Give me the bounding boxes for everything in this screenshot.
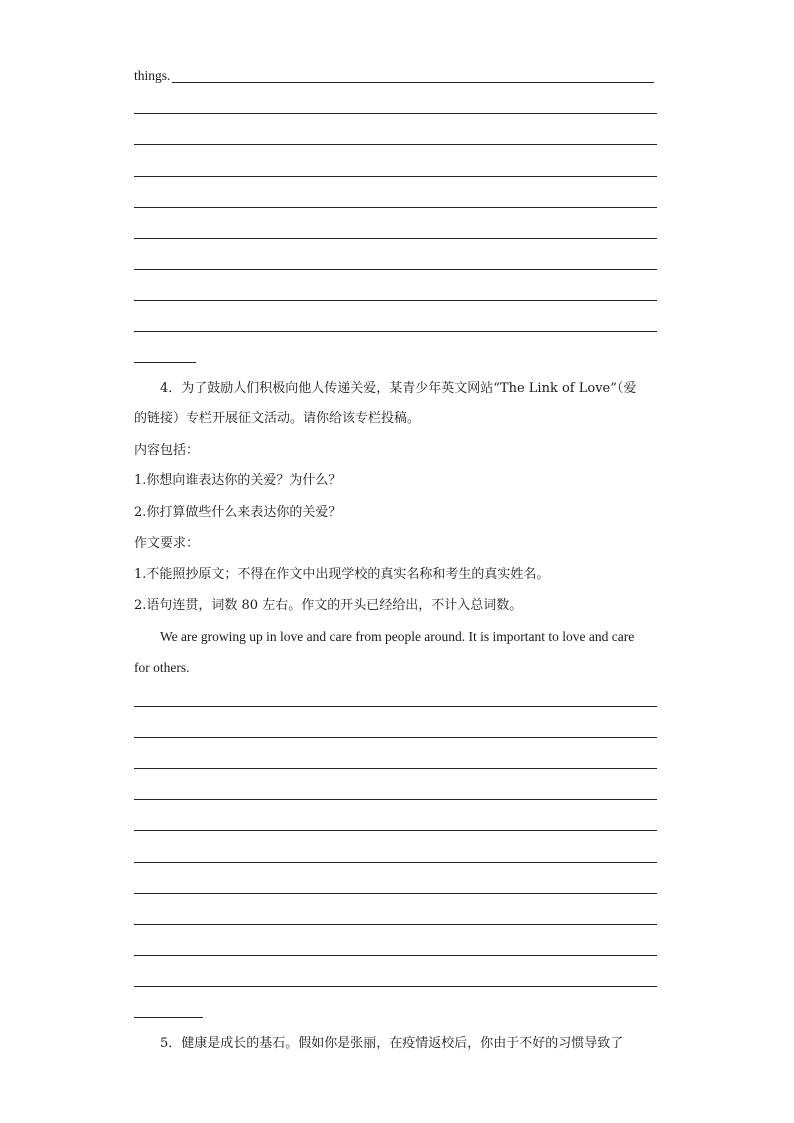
- writing-line-short[interactable]: [134, 362, 196, 363]
- writing-line[interactable]: [134, 238, 657, 239]
- task5-prompt-line1: 5．健康是成长的基石。假如你是张丽，在疫情返校后，你由于不好的习惯导致了: [160, 1036, 624, 1051]
- writing-line-short[interactable]: [134, 1017, 203, 1018]
- writing-line[interactable]: [134, 862, 657, 863]
- requirement-1: 1.不能照抄原文；不得在作文中出现学校的真实名称和考生的真实姓名。: [134, 567, 550, 582]
- content-item-2: 2.你打算做些什么来表达你的关爱？: [134, 505, 342, 520]
- essay-opening-line1: We are growing up in love and care from people around. It is important to love and care: [160, 629, 635, 644]
- writing-line[interactable]: [134, 737, 657, 738]
- writing-line[interactable]: [134, 331, 657, 332]
- writing-line[interactable]: [172, 82, 654, 83]
- writing-line[interactable]: [134, 924, 657, 925]
- writing-line[interactable]: [134, 799, 657, 800]
- writing-line[interactable]: [134, 768, 657, 769]
- writing-line[interactable]: [134, 986, 657, 987]
- requirement-2: 2.语句连贯，词数 80 左右。作文的开头已经给出，不计入总词数。: [134, 598, 523, 613]
- writing-line[interactable]: [134, 269, 657, 270]
- writing-line[interactable]: [134, 207, 657, 208]
- writing-line[interactable]: [134, 830, 657, 831]
- content-heading: 内容包括：: [134, 443, 200, 458]
- task4-prompt-line1: 4．为了鼓励人们积极向他人传递关爱，某青少年英文网站“The Link of Love”（爱: [160, 381, 637, 396]
- task4-prompt-line2: 的链接）专栏开展征文活动。请你给该专栏投稿。: [134, 411, 421, 426]
- writing-line[interactable]: [134, 893, 657, 894]
- continuation-text: things.: [134, 68, 171, 83]
- content-item-1: 1.你想向谁表达你的关爱？为什么？: [134, 473, 342, 488]
- writing-line[interactable]: [134, 144, 657, 145]
- requirements-heading: 作文要求：: [134, 536, 200, 551]
- writing-line[interactable]: [134, 113, 657, 114]
- essay-opening-line2: for others.: [134, 660, 190, 675]
- writing-line[interactable]: [134, 176, 657, 177]
- writing-line[interactable]: [134, 300, 657, 301]
- writing-line[interactable]: [134, 955, 657, 956]
- writing-line[interactable]: [134, 706, 657, 707]
